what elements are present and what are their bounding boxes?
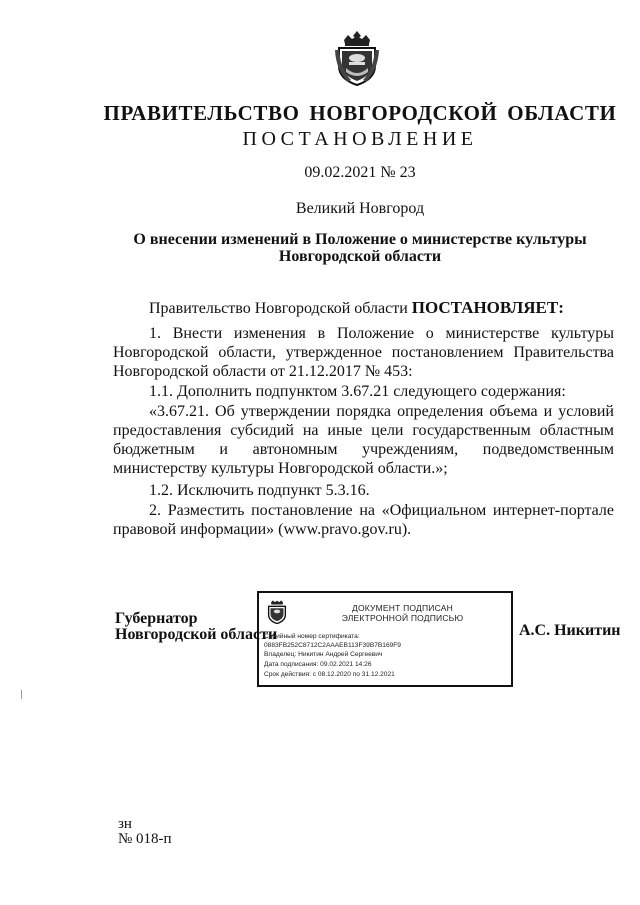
resolution-intro	[149, 298, 619, 318]
paragraph-2: 2. Разместить постановление на «Официальном интернет-портале правовой информации» (www.pravo.gov.ru).	[113, 502, 614, 538]
stamp-title-line-2: ЭЛЕКТРОННОЙ ПОДПИСЬЮ	[341, 613, 464, 623]
government-name: ПРАВИТЕЛЬСТВО НОВГОРОДСКОЙ ОБЛАСТИ	[103, 101, 617, 125]
document-subject	[130, 231, 590, 265]
signatory-position	[115, 611, 277, 643]
paragraph-1: 1. Внести изменения в Положение о министерстве культуры Новгородской области, утвержденное постановлением Правительства Новгородской области от 21.12.2017 № 453:	[113, 325, 614, 380]
intro-resolves: ПОСТАНОВЛЯЕТ:	[411, 298, 564, 317]
signatory-name: А.С. Никитин	[519, 622, 621, 639]
stamp-signed-date: Дата подписания: 09.02.2021 14:26	[264, 661, 372, 668]
coat-of-arms-icon	[266, 598, 288, 624]
margin-mark	[21, 690, 22, 699]
stamp-cert-number: 0883FB252C8712C2AAAEB113F39B7B169F9	[264, 642, 401, 649]
stamp-cert-label: Серийный номер сертификата:	[264, 633, 360, 640]
stamp-title	[295, 603, 510, 623]
stamp-validity: Срок действия: с 08.12.2020 по 31.12.2021	[264, 671, 395, 678]
stamp-owner: Владелец: Никитин Андрей Сергеевич	[264, 651, 383, 658]
intro-text: Правительство Новгородской области	[149, 300, 412, 317]
paragraph-1-1: 1.1. Дополнить подпунктом 3.67.21 следующего содержания:	[149, 383, 566, 400]
footer-line-2: № 018-п	[118, 831, 172, 847]
stamp-title-line-1: ДОКУМЕНТ ПОДПИСАН	[352, 603, 453, 613]
document-date-number: 09.02.2021 № 23	[304, 164, 416, 181]
footer-code	[118, 817, 172, 847]
footer-line-1: зн	[118, 816, 132, 832]
subject-line-1: О внесении изменений в Положение о министерстве культуры	[133, 231, 587, 248]
coat-of-arms-icon	[334, 30, 380, 86]
document-city: Великий Новгород	[295, 200, 425, 217]
subject-line-2: Новгородской области	[278, 248, 442, 265]
electronic-signature-stamp	[257, 591, 513, 687]
position-line-2: Новгородской области	[115, 626, 278, 643]
paragraph-1-2: 1.2. Исключить подпункт 5.3.16.	[149, 482, 370, 499]
paragraph-quote: «3.67.21. Об утверждении порядка определения объема и условий предоставления субсидий на иные цели государственным областным бюджетным и автономным учреждениям, подведомственным министерству культуры Новгородской области.»;	[113, 403, 614, 477]
document-type: ПОСТАНОВЛЕНИЕ	[242, 128, 478, 150]
position-line-1: Губернатор	[115, 610, 198, 627]
